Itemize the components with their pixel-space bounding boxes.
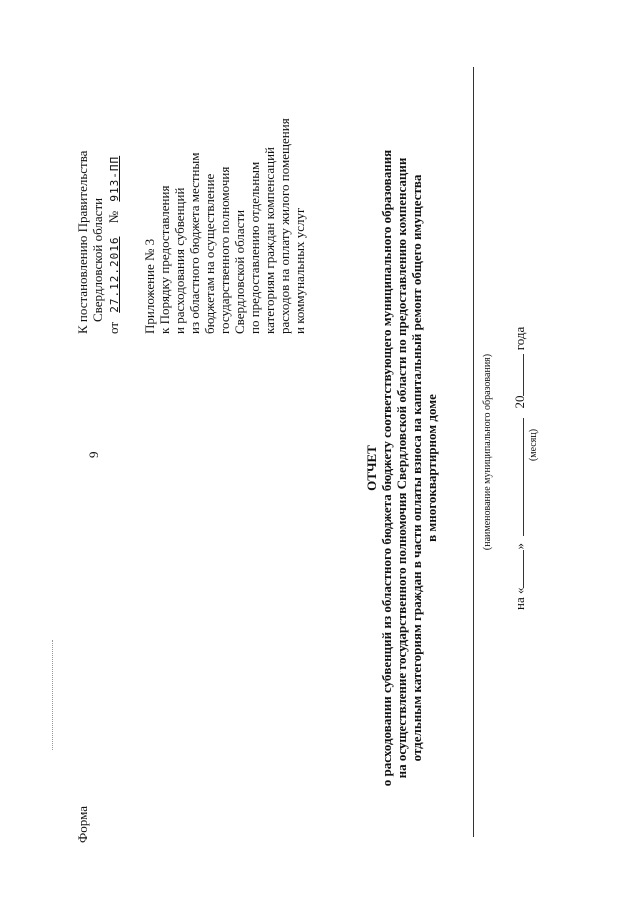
appendix-line: и коммунальных услуг <box>292 207 307 334</box>
appendix-line: к Порядку предоставления <box>157 185 172 334</box>
resolution-line-1: К постановлению Правительства <box>75 150 90 334</box>
year-suffix: года <box>512 326 527 351</box>
report-date-line <box>512 327 526 610</box>
resolution-date: 27.12.2016 <box>108 236 121 313</box>
resolution-number-sign: № <box>106 210 121 224</box>
report-title: ОТЧЕТ <box>364 445 379 491</box>
year-prefix: 20 <box>512 395 527 409</box>
appendix-line: расходов на оплату жилого помещения <box>277 118 292 334</box>
date-prefix: на « <box>512 587 527 610</box>
scan-artifact-dots <box>52 640 53 750</box>
date-mid: » <box>512 543 527 550</box>
appendix-line: категориям граждан компенсаций <box>262 147 277 334</box>
appendix-line: из областного бюджета местным <box>187 152 202 334</box>
resolution-date-line <box>107 150 121 334</box>
appendix-line: бюджетам на осуществление <box>202 173 217 334</box>
report-line: в многоквартирном доме <box>424 394 439 542</box>
report-line: на осуществление государственного полномочия Свердловской области по предоставлению компенсации <box>394 157 409 779</box>
appendix-title: Приложение № 3 <box>142 238 157 334</box>
appendix-line: по предоставлению отдельным <box>247 161 262 334</box>
resolution-from-prefix: от <box>106 321 121 334</box>
appendix-line: Свердловской области <box>232 209 247 334</box>
month-blank <box>512 418 524 536</box>
appendix-line: и расходования субвенций <box>172 187 187 334</box>
municipality-fill-line <box>473 67 474 837</box>
report-line: о расходовании субвенций из областного бюджета бюджету соответствующего муниципального образования <box>379 149 394 787</box>
appendix-line: государственного полномочия <box>217 166 232 334</box>
resolution-number: 913-ПП <box>108 155 121 202</box>
page-number: 9 <box>86 451 101 458</box>
report-line: отдельным категориям граждан в части оплаты взноса на капитальный ремонт общего имущества <box>409 174 424 762</box>
resolution-line-2: Свердловской области <box>90 197 105 322</box>
month-caption: (месяц) <box>528 428 539 462</box>
municipality-caption: (наименование муниципального образования) <box>482 353 493 551</box>
day-blank <box>512 550 524 588</box>
form-label: Форма <box>75 806 90 843</box>
year-blank <box>512 354 524 396</box>
